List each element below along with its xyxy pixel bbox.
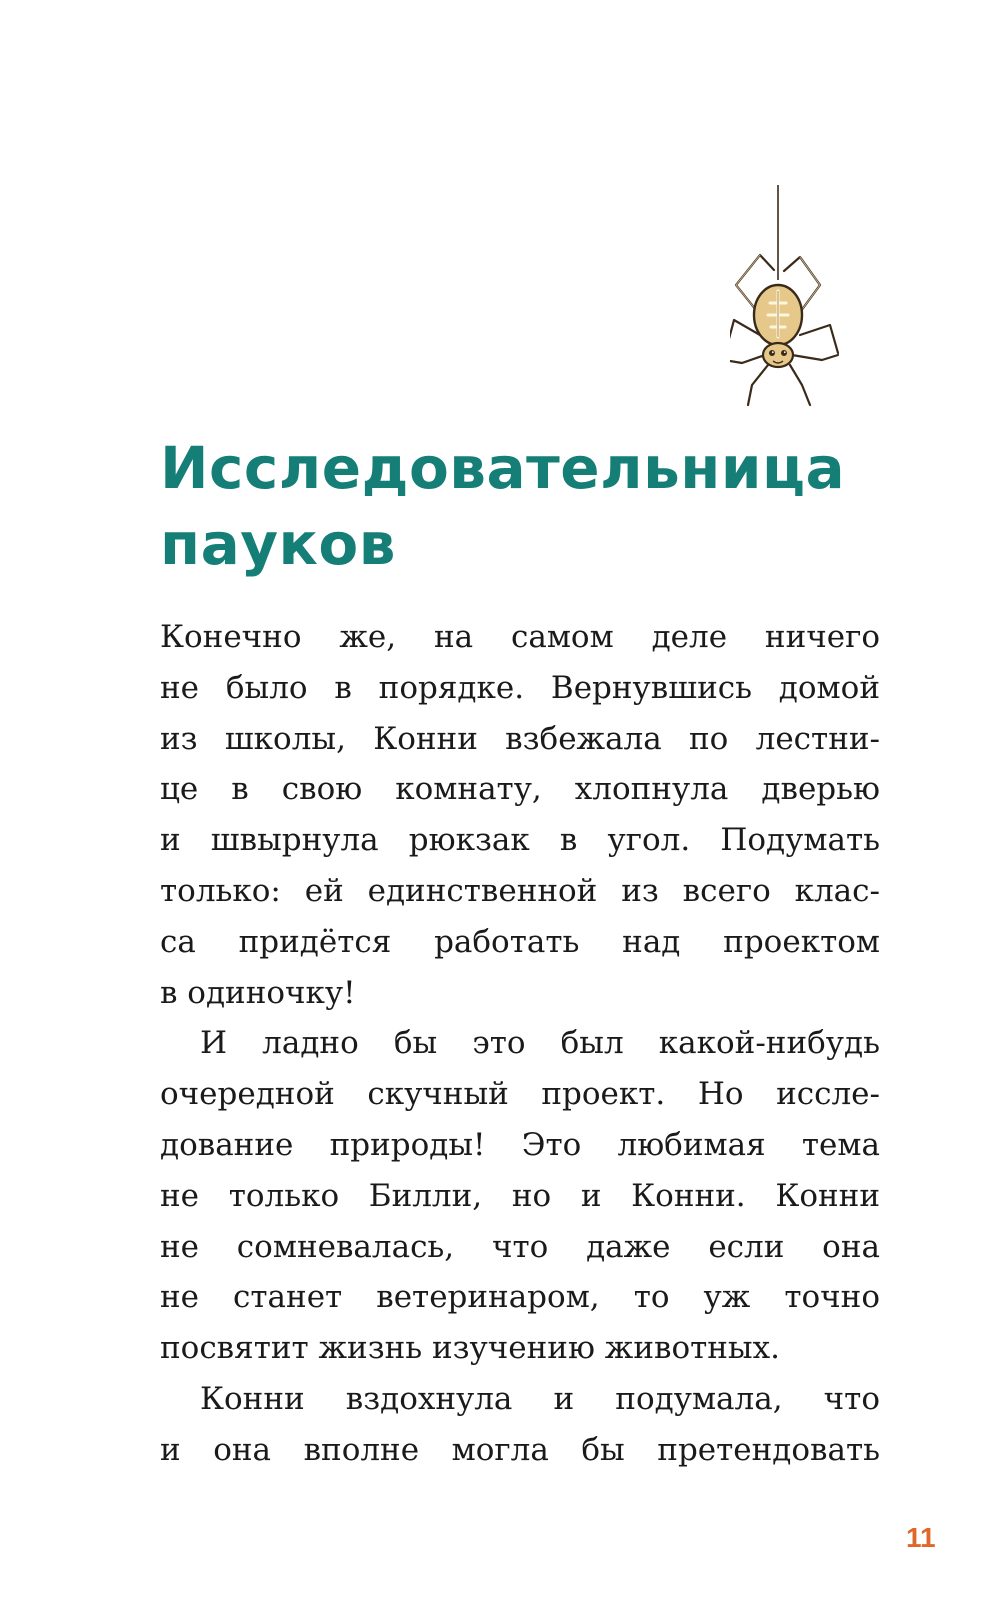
text-line: посвятит жизнь изучению животных. [160,1330,780,1367]
paragraph-2 [160,1018,880,1374]
text-line: из школы, Конни взбежала по лестни- [160,720,880,757]
chapter-title-line-2: пауков [160,510,396,578]
text-line: не было в порядке. Вернувшись домой [160,669,880,706]
paragraph-1 [160,612,880,1018]
text-line: и она вполне могла бы претендовать [160,1431,880,1468]
text-line: Конни вздохнула и подумала, что [200,1380,880,1417]
text-line: и швырнула рюкзак в угол. Подумать [160,822,880,859]
text-line: в одиночку! [160,974,356,1011]
chapter-title-line-1: Исследовательница [160,434,846,502]
spider-icon [730,185,880,420]
text-line: Конечно же, на самом деле ничего [160,619,880,655]
text-line: не только Билли, но и Конни. Конни [160,1177,880,1214]
chapter-title [160,430,845,582]
text-line: дование природы! Это любимая тема [160,1126,880,1163]
text-line: не станет ветеринаром, то уж точно [160,1279,880,1316]
page-number: 11 [906,1522,936,1553]
text-line: не сомневалась, что даже если она [160,1228,880,1265]
paragraph-3 [160,1374,880,1476]
text-line: са придётся работать над проектом [160,923,880,960]
text-line: очередной скучный проект. Но иссле- [160,1076,880,1113]
text-line: только: ей единственной из всего клас- [160,872,880,909]
body-text [160,612,880,1476]
text-line: И ладно бы это был какой-нибудь [200,1025,880,1062]
text-line: це в свою комнату, хлопнула дверью [160,771,880,808]
